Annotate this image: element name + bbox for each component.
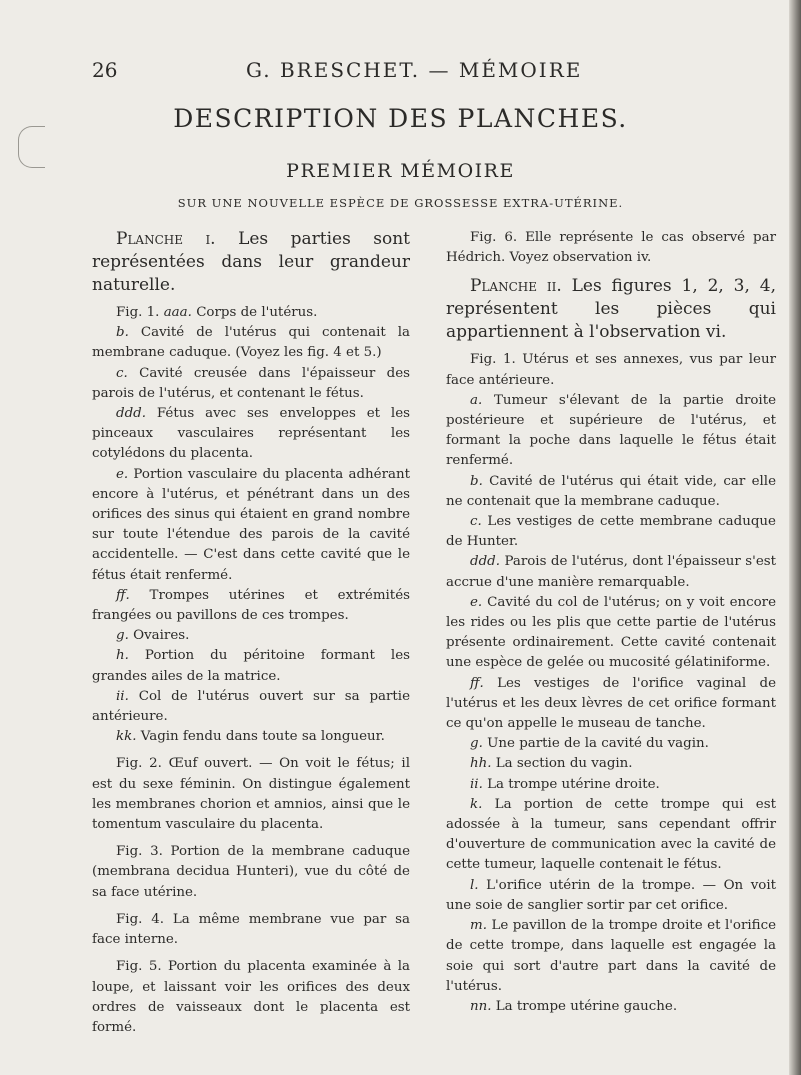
legend-key: ii. — [470, 776, 483, 792]
legend-key: ddd. — [470, 554, 500, 570]
planche-1-heading — [92, 228, 410, 297]
running-title: G. BRESCHET. — MÉMOIRE — [246, 58, 583, 82]
figure-2-caption: Fig. 2. Œuf ouvert. — On voit le fétus; il est du sexe féminin. On distingue également les membranes chorion et amnios, ainsi que le tomentum vasculaire du placenta. — [92, 756, 410, 833]
figure-6-caption: Fig. 6. Elle représente le cas observé par Hédrich. Voyez observation iv. — [446, 230, 776, 266]
legend-item — [446, 512, 776, 552]
legend-key: k. — [470, 796, 483, 812]
legend-text: Les vestiges de cette membrane caduque de Hunter. — [446, 514, 776, 550]
legend-text: Une partie de la cavité du vagin. — [487, 736, 709, 752]
legend-text: Col de l'utérus ouvert sur sa partie antérieure. — [92, 688, 411, 725]
legend-text: La portion de cette trompe qui est adossée à la tumeur, sans cependant offrir d'ouverture de communication avec la cavité de cette tumeur, laquelle contenait le fétus. — [446, 796, 776, 873]
legend-text: Parois de l'utérus, dont l'épaisseur s'est accrue d'une manière remarquable. — [446, 554, 776, 590]
legend-key: e. — [470, 594, 483, 610]
legend-item — [446, 876, 776, 916]
legend-key: b. — [470, 473, 483, 489]
figure-label: Fig. 1. — [116, 305, 160, 320]
legend-item — [92, 646, 410, 686]
legend-key: aaa. — [163, 305, 192, 320]
legend-text: Tumeur s'élevant de la partie droite postérieure et supérieure de l'utérus, et formant la poche dans laquelle le fétus était renfermé. — [446, 392, 776, 469]
legend-key: ff. — [470, 675, 484, 691]
legend-text: Le pavillon de la trompe droite et l'orifice de cette trompe, dans laquelle est engagée la soie qui sort d'autre part dans la cavité de l'utérus. — [446, 918, 777, 994]
page-title: DESCRIPTION DES PLANCHES. — [173, 104, 628, 133]
planche-2-heading — [446, 275, 776, 344]
legend-key: kk. — [116, 729, 137, 745]
legend-text: La trompe utérine gauche. — [495, 998, 678, 1014]
legend-key: a. — [470, 392, 483, 408]
running-header — [0, 58, 801, 88]
legend-item — [446, 997, 776, 1017]
legend-text: Cavité de l'utérus qui était vide, car elle ne contenait que la membrane caduque. — [446, 473, 777, 509]
legend-item — [92, 727, 410, 747]
legend-key: c. — [116, 365, 128, 381]
legend-key: g. — [116, 628, 129, 644]
legend-key: ff. — [116, 587, 130, 603]
legend-text: Trompes utérines et extrémités frangées ou pavillons de ces trompes. — [92, 587, 410, 624]
legend-item — [446, 734, 776, 754]
legend-text: Les vestiges de l'orifice vaginal de l'utérus et les deux lèvres de cet orifice formant ce qu'on appelle le museau de tanche. — [446, 675, 776, 732]
legend-text: Cavité du col de l'utérus; on y voit encore les rides ou les plis que cette partie de l'utérus présente ordinairement. Cette cavité contenait une espèce de gelée ou mucosité gélatiniforme. — [446, 594, 777, 671]
legend-text: Fétus avec ses enveloppes et les pinceaux vasculaires représentant les cotylédons du placenta. — [92, 406, 410, 462]
legend-item — [92, 586, 410, 626]
legend-text: L'orifice utérin de la trompe. — On voit une soie de sanglier sortir par cet orifice. — [446, 877, 776, 913]
legend-item — [446, 795, 776, 876]
legend-text: La trompe utérine droite. — [487, 776, 660, 792]
right-column — [446, 228, 776, 1017]
figure-1-caption: Fig. 1. Utérus et ses annexes, vus par leur face antérieure. — [446, 352, 776, 388]
legend-key: b. — [116, 325, 129, 341]
planche-1-text: Les parties sont représentées dans leur grandeur naturelle. — [92, 229, 410, 295]
legend-text: Portion du péritoine formant les grandes ailes de la matrice. — [92, 648, 410, 684]
legend-key: g. — [470, 736, 483, 752]
legend-text: Portion vasculaire du placenta adhérant encore à l'utérus, et pénétrant dans un des orifices des sinus qui étaient en grand nombre sur toute l'étendue des parois de la cavité accidentelle. — C'est dans cette cavité que le fétus était renfermé. — [92, 466, 410, 583]
legend-text: Corps de l'utérus. — [196, 305, 318, 320]
legend-item — [92, 364, 410, 404]
legend-text: Cavité creusée dans l'épaisseur des parois de l'utérus, et contenant le fétus. — [92, 365, 410, 401]
legend-key: ii. — [116, 688, 129, 704]
memoir-topic: SUR UNE NOUVELLE ESPÈCE DE GROSSESSE EXTRA-UTÉRINE. — [177, 196, 624, 210]
legend-key: nn. — [470, 998, 492, 1014]
legend-item — [446, 593, 776, 674]
legend-text: Ovaires. — [133, 628, 190, 644]
legend-item — [446, 552, 776, 592]
legend-item — [446, 775, 776, 795]
legend-key: hh. — [470, 756, 492, 772]
legend-text: Vagin fendu dans toute sa longueur. — [140, 729, 385, 745]
planche-2-text: Les figures 1, 2, 3, 4, représentent les pièces qui appartiennent à l'observation vi. — [446, 276, 776, 343]
legend-key: m. — [470, 918, 487, 934]
left-column — [92, 228, 410, 1038]
legend-item — [92, 465, 410, 586]
legend-item — [446, 391, 776, 472]
memoir-subtitle: PREMIER MÉMOIRE — [286, 160, 515, 182]
legend-item — [446, 674, 776, 735]
legend-item — [92, 303, 410, 323]
planche-1-label: Planche i. — [116, 229, 216, 249]
legend-text: La section du vagin. — [495, 756, 633, 772]
figure-4-caption: Fig. 4. La même membrane vue par sa face interne. — [92, 911, 410, 948]
legend-item — [92, 323, 410, 363]
legend-key: e. — [116, 466, 129, 482]
legend-key: l. — [470, 877, 479, 893]
legend-item — [92, 626, 410, 646]
legend-key: ddd. — [116, 406, 146, 422]
legend-item — [92, 404, 410, 465]
page-number: 26 — [92, 58, 118, 82]
planche-2-label: Planche ii. — [470, 276, 562, 297]
legend-key: c. — [470, 514, 482, 530]
legend-item — [446, 916, 776, 997]
figure-3-caption: Fig. 3. Portion de la membrane caduque (membrana decidua Hunteri), vue du côté de sa face utérine. — [92, 844, 410, 900]
legend-item — [446, 754, 776, 774]
legend-text: Cavité de l'utérus qui contenait la membrane caduque. (Voyez les fig. 4 et 5.) — [92, 325, 410, 361]
legend-item — [446, 472, 776, 512]
legend-key: h. — [116, 648, 129, 664]
legend-item — [92, 687, 410, 727]
figure-5-caption: Fig. 5. Portion du placenta examinée à la loupe, et laissant voir les orifices des deux ordres de vaisseaux dont le placenta est formé. — [92, 959, 410, 1035]
